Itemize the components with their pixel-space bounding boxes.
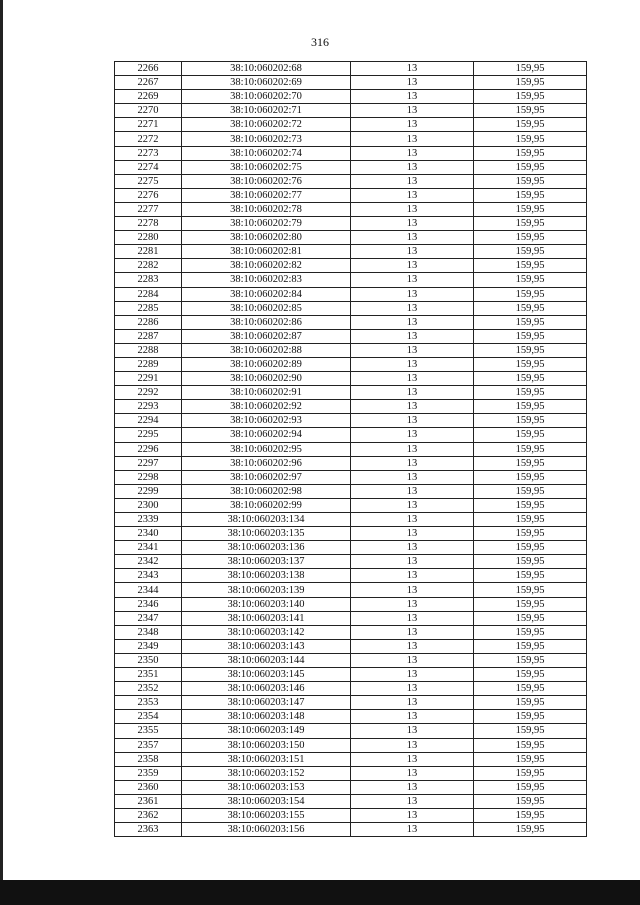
table-row	[115, 118, 587, 132]
count-cell: 13	[351, 597, 474, 611]
cadastral-number-cell: 38:10:060202:86	[182, 315, 351, 329]
value-cell: 159,95	[474, 372, 587, 386]
count-cell: 13	[351, 386, 474, 400]
table-row	[115, 104, 587, 118]
value-cell: 159,95	[474, 442, 587, 456]
count-cell: 13	[351, 217, 474, 231]
table-row	[115, 386, 587, 400]
table-row	[115, 484, 587, 498]
cadastral-number-cell: 38:10:060203:136	[182, 541, 351, 555]
table-row	[115, 808, 587, 822]
count-cell: 13	[351, 273, 474, 287]
table-row	[115, 329, 587, 343]
row-number-cell: 2282	[115, 259, 182, 273]
table-row	[115, 527, 587, 541]
table-row	[115, 513, 587, 527]
row-number-cell: 2348	[115, 625, 182, 639]
value-cell: 159,95	[474, 808, 587, 822]
cadastral-number-cell: 38:10:060202:98	[182, 484, 351, 498]
table-row	[115, 653, 587, 667]
cadastral-number-cell: 38:10:060202:93	[182, 414, 351, 428]
row-number-cell: 2278	[115, 217, 182, 231]
count-cell: 13	[351, 668, 474, 682]
row-number-cell: 2283	[115, 273, 182, 287]
table-row	[115, 343, 587, 357]
count-cell: 13	[351, 76, 474, 90]
row-number-cell: 2275	[115, 174, 182, 188]
row-number-cell: 2342	[115, 555, 182, 569]
row-number-cell: 2299	[115, 484, 182, 498]
count-cell: 13	[351, 442, 474, 456]
count-cell: 13	[351, 456, 474, 470]
row-number-cell: 2339	[115, 513, 182, 527]
count-cell: 13	[351, 569, 474, 583]
table-row	[115, 245, 587, 259]
cadastral-number-cell: 38:10:060203:134	[182, 513, 351, 527]
table-row	[115, 470, 587, 484]
row-number-cell: 2292	[115, 386, 182, 400]
table-row	[115, 400, 587, 414]
count-cell: 13	[351, 104, 474, 118]
cadastral-number-cell: 38:10:060203:147	[182, 696, 351, 710]
cadastral-number-cell: 38:10:060203:148	[182, 710, 351, 724]
cadastral-number-cell: 38:10:060203:156	[182, 823, 351, 837]
table-row	[115, 611, 587, 625]
count-cell: 13	[351, 315, 474, 329]
cadastral-number-cell: 38:10:060202:92	[182, 400, 351, 414]
table-row	[115, 428, 587, 442]
row-number-cell: 2298	[115, 470, 182, 484]
value-cell: 159,95	[474, 498, 587, 512]
row-number-cell: 2297	[115, 456, 182, 470]
value-cell: 159,95	[474, 738, 587, 752]
count-cell: 13	[351, 188, 474, 202]
cadastral-number-cell: 38:10:060203:137	[182, 555, 351, 569]
count-cell: 13	[351, 287, 474, 301]
cadastral-number-cell: 38:10:060202:76	[182, 174, 351, 188]
value-cell: 159,95	[474, 513, 587, 527]
row-number-cell: 2280	[115, 231, 182, 245]
cadastral-number-cell: 38:10:060202:90	[182, 372, 351, 386]
value-cell: 159,95	[474, 357, 587, 371]
table-row	[115, 625, 587, 639]
cadastral-number-cell: 38:10:060202:79	[182, 217, 351, 231]
row-number-cell: 2286	[115, 315, 182, 329]
table-row	[115, 174, 587, 188]
row-number-cell: 2289	[115, 357, 182, 371]
table-row	[115, 823, 587, 837]
cadastral-number-cell: 38:10:060202:95	[182, 442, 351, 456]
cadastral-number-cell: 38:10:060202:97	[182, 470, 351, 484]
row-number-cell: 2359	[115, 766, 182, 780]
cadastral-number-cell: 38:10:060203:146	[182, 682, 351, 696]
table-row	[115, 639, 587, 653]
table-row	[115, 794, 587, 808]
row-number-cell: 2344	[115, 583, 182, 597]
row-number-cell: 2272	[115, 132, 182, 146]
cadastral-number-cell: 38:10:060202:72	[182, 118, 351, 132]
row-number-cell: 2288	[115, 343, 182, 357]
count-cell: 13	[351, 400, 474, 414]
count-cell: 13	[351, 329, 474, 343]
cadastral-number-cell: 38:10:060203:154	[182, 794, 351, 808]
table-row	[115, 160, 587, 174]
value-cell: 159,95	[474, 682, 587, 696]
cadastral-number-cell: 38:10:060203:140	[182, 597, 351, 611]
row-number-cell: 2295	[115, 428, 182, 442]
table-row	[115, 541, 587, 555]
cadastral-number-cell: 38:10:060202:82	[182, 259, 351, 273]
count-cell: 13	[351, 231, 474, 245]
count-cell: 13	[351, 724, 474, 738]
value-cell: 159,95	[474, 76, 587, 90]
value-cell: 159,95	[474, 710, 587, 724]
value-cell: 159,95	[474, 202, 587, 216]
value-cell: 159,95	[474, 414, 587, 428]
value-cell: 159,95	[474, 315, 587, 329]
cadastral-number-cell: 38:10:060203:155	[182, 808, 351, 822]
value-cell: 159,95	[474, 668, 587, 682]
count-cell: 13	[351, 541, 474, 555]
row-number-cell: 2291	[115, 372, 182, 386]
cadastral-number-cell: 38:10:060202:99	[182, 498, 351, 512]
row-number-cell: 2340	[115, 527, 182, 541]
cadastral-number-cell: 38:10:060203:149	[182, 724, 351, 738]
table-row	[115, 414, 587, 428]
value-cell: 159,95	[474, 62, 587, 76]
table-row	[115, 315, 587, 329]
count-cell: 13	[351, 202, 474, 216]
value-cell: 159,95	[474, 118, 587, 132]
table-row	[115, 146, 587, 160]
cadastral-number-cell: 38:10:060203:143	[182, 639, 351, 653]
table-row	[115, 597, 587, 611]
page-number: 316	[311, 35, 329, 49]
value-cell: 159,95	[474, 386, 587, 400]
cadastral-number-cell: 38:10:060203:152	[182, 766, 351, 780]
value-cell: 159,95	[474, 484, 587, 498]
table-row	[115, 710, 587, 724]
count-cell: 13	[351, 484, 474, 498]
cadastral-number-cell: 38:10:060202:75	[182, 160, 351, 174]
count-cell: 13	[351, 513, 474, 527]
value-cell: 159,95	[474, 329, 587, 343]
count-cell: 13	[351, 174, 474, 188]
cadastral-number-cell: 38:10:060203:145	[182, 668, 351, 682]
count-cell: 13	[351, 470, 474, 484]
cadastral-number-cell: 38:10:060202:68	[182, 62, 351, 76]
table-row	[115, 62, 587, 76]
row-number-cell: 2354	[115, 710, 182, 724]
row-number-cell: 2276	[115, 188, 182, 202]
count-cell: 13	[351, 118, 474, 132]
row-number-cell: 2355	[115, 724, 182, 738]
table-row	[115, 442, 587, 456]
land-parcel-table	[114, 61, 587, 837]
table-row	[115, 668, 587, 682]
value-cell: 159,95	[474, 343, 587, 357]
count-cell: 13	[351, 766, 474, 780]
row-number-cell: 2353	[115, 696, 182, 710]
cadastral-number-cell: 38:10:060202:78	[182, 202, 351, 216]
cadastral-number-cell: 38:10:060202:87	[182, 329, 351, 343]
count-cell: 13	[351, 146, 474, 160]
scan-bottom-edge	[0, 880, 640, 905]
cadastral-number-cell: 38:10:060203:141	[182, 611, 351, 625]
table-body	[115, 62, 587, 837]
value-cell: 159,95	[474, 794, 587, 808]
value-cell: 159,95	[474, 245, 587, 259]
row-number-cell: 2352	[115, 682, 182, 696]
row-number-cell: 2349	[115, 639, 182, 653]
count-cell: 13	[351, 343, 474, 357]
count-cell: 13	[351, 696, 474, 710]
table-row	[115, 569, 587, 583]
value-cell: 159,95	[474, 259, 587, 273]
count-cell: 13	[351, 498, 474, 512]
table-row	[115, 372, 587, 386]
cadastral-number-cell: 38:10:060202:70	[182, 90, 351, 104]
value-cell: 159,95	[474, 428, 587, 442]
value-cell: 159,95	[474, 780, 587, 794]
row-number-cell: 2293	[115, 400, 182, 414]
count-cell: 13	[351, 160, 474, 174]
count-cell: 13	[351, 132, 474, 146]
value-cell: 159,95	[474, 90, 587, 104]
value-cell: 159,95	[474, 611, 587, 625]
value-cell: 159,95	[474, 752, 587, 766]
value-cell: 159,95	[474, 724, 587, 738]
scan-left-edge	[0, 0, 3, 905]
value-cell: 159,95	[474, 160, 587, 174]
count-cell: 13	[351, 428, 474, 442]
value-cell: 159,95	[474, 146, 587, 160]
value-cell: 159,95	[474, 231, 587, 245]
cadastral-number-cell: 38:10:060202:91	[182, 386, 351, 400]
count-cell: 13	[351, 555, 474, 569]
row-number-cell: 2360	[115, 780, 182, 794]
value-cell: 159,95	[474, 301, 587, 315]
value-cell: 159,95	[474, 104, 587, 118]
row-number-cell: 2294	[115, 414, 182, 428]
row-number-cell: 2269	[115, 90, 182, 104]
table-row	[115, 696, 587, 710]
table-row	[115, 583, 587, 597]
table-row	[115, 76, 587, 90]
count-cell: 13	[351, 583, 474, 597]
count-cell: 13	[351, 738, 474, 752]
cadastral-number-cell: 38:10:060203:139	[182, 583, 351, 597]
count-cell: 13	[351, 414, 474, 428]
count-cell: 13	[351, 710, 474, 724]
table-row	[115, 682, 587, 696]
count-cell: 13	[351, 653, 474, 667]
table-row	[115, 766, 587, 780]
cadastral-number-cell: 38:10:060202:94	[182, 428, 351, 442]
table-row	[115, 357, 587, 371]
value-cell: 159,95	[474, 766, 587, 780]
row-number-cell: 2281	[115, 245, 182, 259]
value-cell: 159,95	[474, 400, 587, 414]
table-row	[115, 456, 587, 470]
table-row	[115, 188, 587, 202]
table-row	[115, 217, 587, 231]
row-number-cell: 2357	[115, 738, 182, 752]
cadastral-number-cell: 38:10:060203:144	[182, 653, 351, 667]
cadastral-number-cell: 38:10:060202:83	[182, 273, 351, 287]
count-cell: 13	[351, 62, 474, 76]
count-cell: 13	[351, 752, 474, 766]
value-cell: 159,95	[474, 625, 587, 639]
cadastral-number-cell: 38:10:060203:135	[182, 527, 351, 541]
cadastral-number-cell: 38:10:060203:151	[182, 752, 351, 766]
value-cell: 159,95	[474, 470, 587, 484]
table-row	[115, 273, 587, 287]
value-cell: 159,95	[474, 696, 587, 710]
cadastral-number-cell: 38:10:060202:80	[182, 231, 351, 245]
row-number-cell: 2296	[115, 442, 182, 456]
value-cell: 159,95	[474, 456, 587, 470]
table-row	[115, 287, 587, 301]
value-cell: 159,95	[474, 555, 587, 569]
value-cell: 159,95	[474, 188, 587, 202]
row-number-cell: 2361	[115, 794, 182, 808]
value-cell: 159,95	[474, 823, 587, 837]
value-cell: 159,95	[474, 639, 587, 653]
cadastral-number-cell: 38:10:060202:85	[182, 301, 351, 315]
table-row	[115, 231, 587, 245]
table-row	[115, 498, 587, 512]
count-cell: 13	[351, 372, 474, 386]
table-row	[115, 738, 587, 752]
row-number-cell: 2273	[115, 146, 182, 160]
cadastral-number-cell: 38:10:060203:153	[182, 780, 351, 794]
count-cell: 13	[351, 823, 474, 837]
cadastral-number-cell: 38:10:060202:89	[182, 357, 351, 371]
count-cell: 13	[351, 808, 474, 822]
value-cell: 159,95	[474, 174, 587, 188]
cadastral-number-cell: 38:10:060202:74	[182, 146, 351, 160]
row-number-cell: 2347	[115, 611, 182, 625]
count-cell: 13	[351, 245, 474, 259]
row-number-cell: 2267	[115, 76, 182, 90]
count-cell: 13	[351, 259, 474, 273]
cadastral-number-cell: 38:10:060202:84	[182, 287, 351, 301]
value-cell: 159,95	[474, 653, 587, 667]
cadastral-number-cell: 38:10:060202:69	[182, 76, 351, 90]
cadastral-number-cell: 38:10:060203:150	[182, 738, 351, 752]
count-cell: 13	[351, 682, 474, 696]
cadastral-number-cell: 38:10:060202:77	[182, 188, 351, 202]
count-cell: 13	[351, 611, 474, 625]
cadastral-number-cell: 38:10:060202:71	[182, 104, 351, 118]
value-cell: 159,95	[474, 597, 587, 611]
row-number-cell: 2341	[115, 541, 182, 555]
table-row	[115, 555, 587, 569]
table-row	[115, 752, 587, 766]
count-cell: 13	[351, 780, 474, 794]
value-cell: 159,95	[474, 273, 587, 287]
cadastral-number-cell: 38:10:060203:142	[182, 625, 351, 639]
row-number-cell: 2343	[115, 569, 182, 583]
row-number-cell: 2358	[115, 752, 182, 766]
row-number-cell: 2287	[115, 329, 182, 343]
count-cell: 13	[351, 639, 474, 653]
row-number-cell: 2351	[115, 668, 182, 682]
count-cell: 13	[351, 625, 474, 639]
value-cell: 159,95	[474, 583, 587, 597]
row-number-cell: 2270	[115, 104, 182, 118]
count-cell: 13	[351, 90, 474, 104]
table-row	[115, 780, 587, 794]
count-cell: 13	[351, 301, 474, 315]
value-cell: 159,95	[474, 132, 587, 146]
row-number-cell: 2284	[115, 287, 182, 301]
row-number-cell: 2350	[115, 653, 182, 667]
value-cell: 159,95	[474, 217, 587, 231]
row-number-cell: 2300	[115, 498, 182, 512]
value-cell: 159,95	[474, 527, 587, 541]
row-number-cell: 2277	[115, 202, 182, 216]
table-row	[115, 132, 587, 146]
value-cell: 159,95	[474, 569, 587, 583]
value-cell: 159,95	[474, 287, 587, 301]
row-number-cell: 2346	[115, 597, 182, 611]
count-cell: 13	[351, 357, 474, 371]
count-cell: 13	[351, 527, 474, 541]
count-cell: 13	[351, 794, 474, 808]
table-row	[115, 202, 587, 216]
cadastral-number-cell: 38:10:060202:96	[182, 456, 351, 470]
cadastral-number-cell: 38:10:060202:81	[182, 245, 351, 259]
table-row	[115, 724, 587, 738]
row-number-cell: 2266	[115, 62, 182, 76]
row-number-cell: 2363	[115, 823, 182, 837]
cadastral-number-cell: 38:10:060203:138	[182, 569, 351, 583]
table-row	[115, 90, 587, 104]
table-row	[115, 301, 587, 315]
row-number-cell: 2274	[115, 160, 182, 174]
cadastral-number-cell: 38:10:060202:73	[182, 132, 351, 146]
row-number-cell: 2362	[115, 808, 182, 822]
row-number-cell: 2271	[115, 118, 182, 132]
row-number-cell: 2285	[115, 301, 182, 315]
table-row	[115, 259, 587, 273]
value-cell: 159,95	[474, 541, 587, 555]
cadastral-number-cell: 38:10:060202:88	[182, 343, 351, 357]
